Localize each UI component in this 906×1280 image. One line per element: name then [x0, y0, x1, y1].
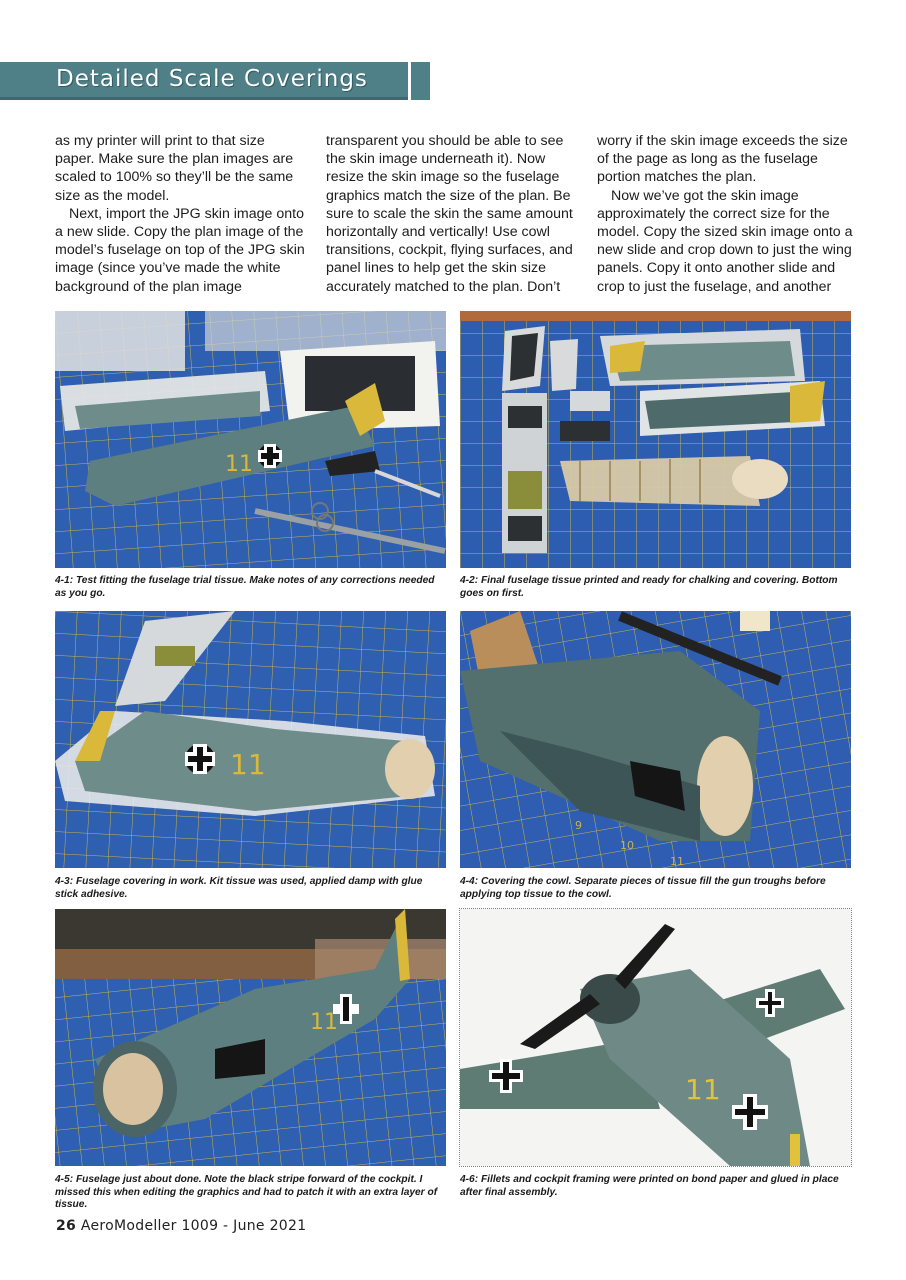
section-header-tab — [411, 62, 430, 100]
paragraph: as my printer will print to that size paper. Make sure the plan images are scaled to 100% so they’ll be the same size as the model. — [55, 133, 294, 204]
photo-4-3 — [55, 611, 446, 868]
figure-caption: 4-4: Covering the cowl. Separate pieces of tissue fill the gun troughs before applying top tissue to the cowl. — [460, 876, 826, 900]
ruler-label: 10 — [620, 839, 634, 852]
figure-caption: 4-5: Fuselage just about done. Note the black stripe forward of the cockpit. I missed this when editing the graphics and had to patch it with an extra layer of tissue. — [55, 1174, 438, 1211]
page-footer — [56, 1218, 306, 1234]
photo-4-5 — [55, 909, 446, 1166]
photo-4-4 — [460, 611, 851, 868]
paragraph: Next, import the JPG skin image onto a new slide. Copy the plan image of the model’s fuselage on top of the JPG skin image (since you’ve made the white background of the plan image — [55, 205, 305, 295]
text-column-2 — [326, 132, 578, 296]
section-title: Detailed Scale Coverings — [56, 66, 368, 92]
figure-caption: 4-6: Fillets and cockpit framing were printed on bond paper and glued in place after final assembly. — [460, 1174, 839, 1198]
page-number: 26 — [56, 1218, 77, 1234]
ruler-label: 11 — [670, 855, 684, 868]
marking-number: 11 — [685, 1073, 721, 1106]
ruler-label: 9 — [575, 819, 582, 832]
figure-caption: 4-2: Final fuselage tissue printed and ready for chalking and covering. Bottom goes on first. — [460, 575, 838, 599]
paragraph: Now we’ve got the skin image approximately the correct size for the model. Copy the sized skin image onto a new slide and crop down to just the wing panels. Copy it onto another slide and crop to just the fuselage, and another — [597, 187, 853, 295]
marking-number: 11 — [225, 452, 253, 477]
text-column-3 — [597, 132, 853, 296]
figure-caption: 4-3: Fuselage covering in work. Kit tissue was used, applied damp with glue stick adhesive. — [55, 876, 423, 900]
publication-info: AeroModeller 1009 - June 2021 — [80, 1218, 307, 1234]
marking-number: 11 — [230, 748, 266, 781]
photo-4-2 — [460, 311, 851, 568]
text-column-1 — [55, 132, 307, 296]
paragraph: worry if the skin image exceeds the size of the page as long as the fuselage portion matches the plan. — [597, 133, 848, 186]
photo-4-1 — [55, 311, 446, 568]
figure-caption: 4-1: Test fitting the fuselage trial tissue. Make notes of any corrections needed as you go. — [55, 575, 435, 599]
photo-4-6 — [460, 909, 851, 1166]
marking-number: 11 — [310, 1010, 338, 1035]
paragraph: transparent you should be able to see the skin image underneath it). Now resize the skin image so the fuselage graphics match the size of the plan. Be sure to scale the skin the same amount horizontally and vertically! Use cowl transitions, cockpit, flying surfaces, and panel lines to help get the skin size accurately matched to the plan. Don’t — [326, 133, 573, 295]
